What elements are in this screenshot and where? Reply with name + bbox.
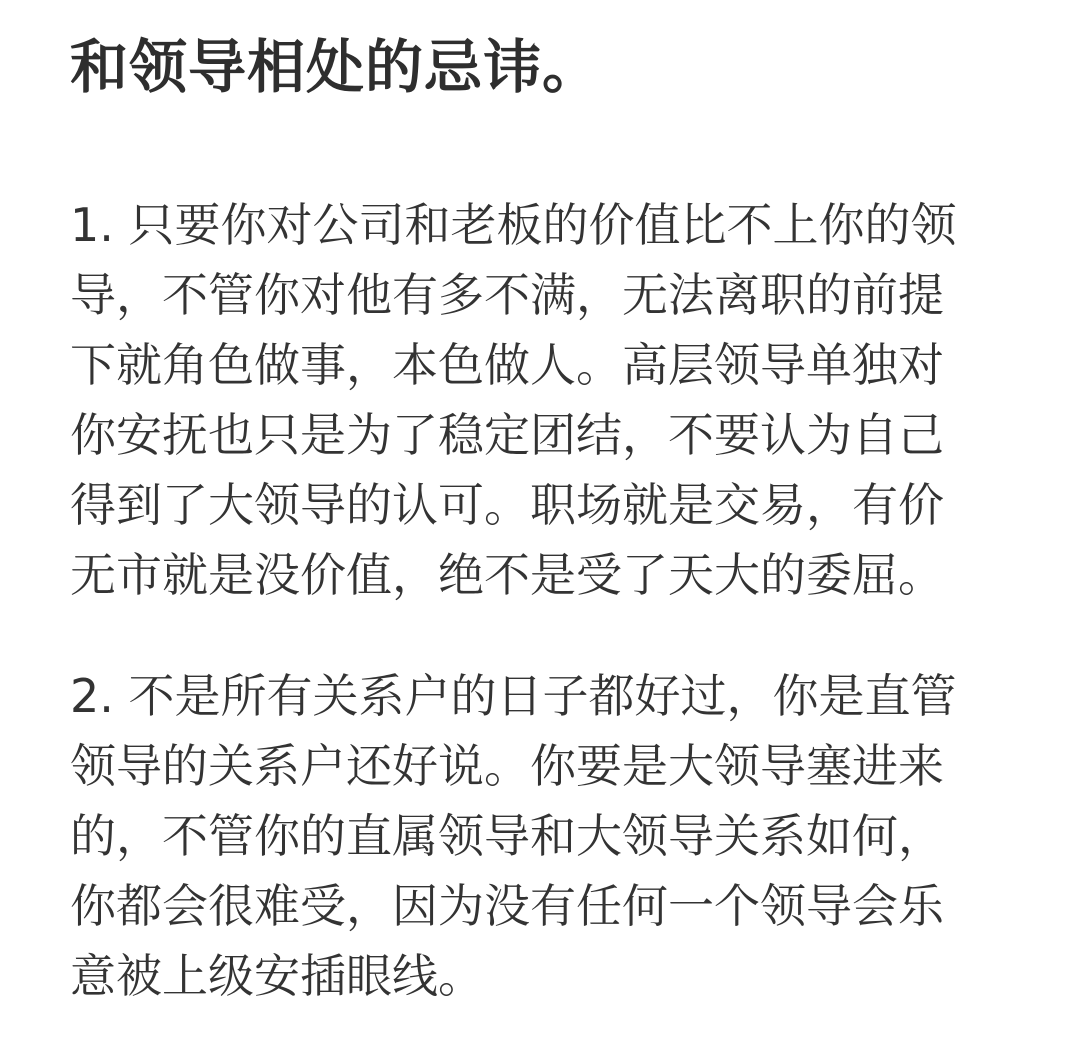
paragraph-line: 下就角色做事，本色做人。高层领导单独对 [70, 338, 944, 392]
paragraph-line: 意被上级安插眼线。 [70, 949, 484, 1003]
paragraph-line: 1. 只要你对公司和老板的价值比不上你的领 [70, 198, 957, 252]
paragraph-line: 导，不管你对他有多不满，无法离职的前提 [70, 268, 944, 322]
paragraph-line: 得到了大领导的认可。职场就是交易，有价 [70, 478, 944, 532]
paragraph-line: 领导的关系户还好说。你要是大领导塞进来 [70, 739, 944, 793]
paragraph-line: 的，不管你的直属领导和大领导关系如何， [70, 809, 944, 863]
paragraph-line: 无市就是没价值，绝不是受了天大的委屈。 [70, 548, 944, 602]
paragraph-line: 2. 不是所有关系户的日子都好过，你是直管 [70, 669, 957, 723]
article-title: 和领导相处的忌讳。 [70, 33, 602, 101]
paragraph-line: 你都会很难受，因为没有任何一个领导会乐 [70, 879, 944, 933]
paragraph-line: 你安抚也只是为了稳定团结，不要认为自己 [70, 408, 944, 462]
